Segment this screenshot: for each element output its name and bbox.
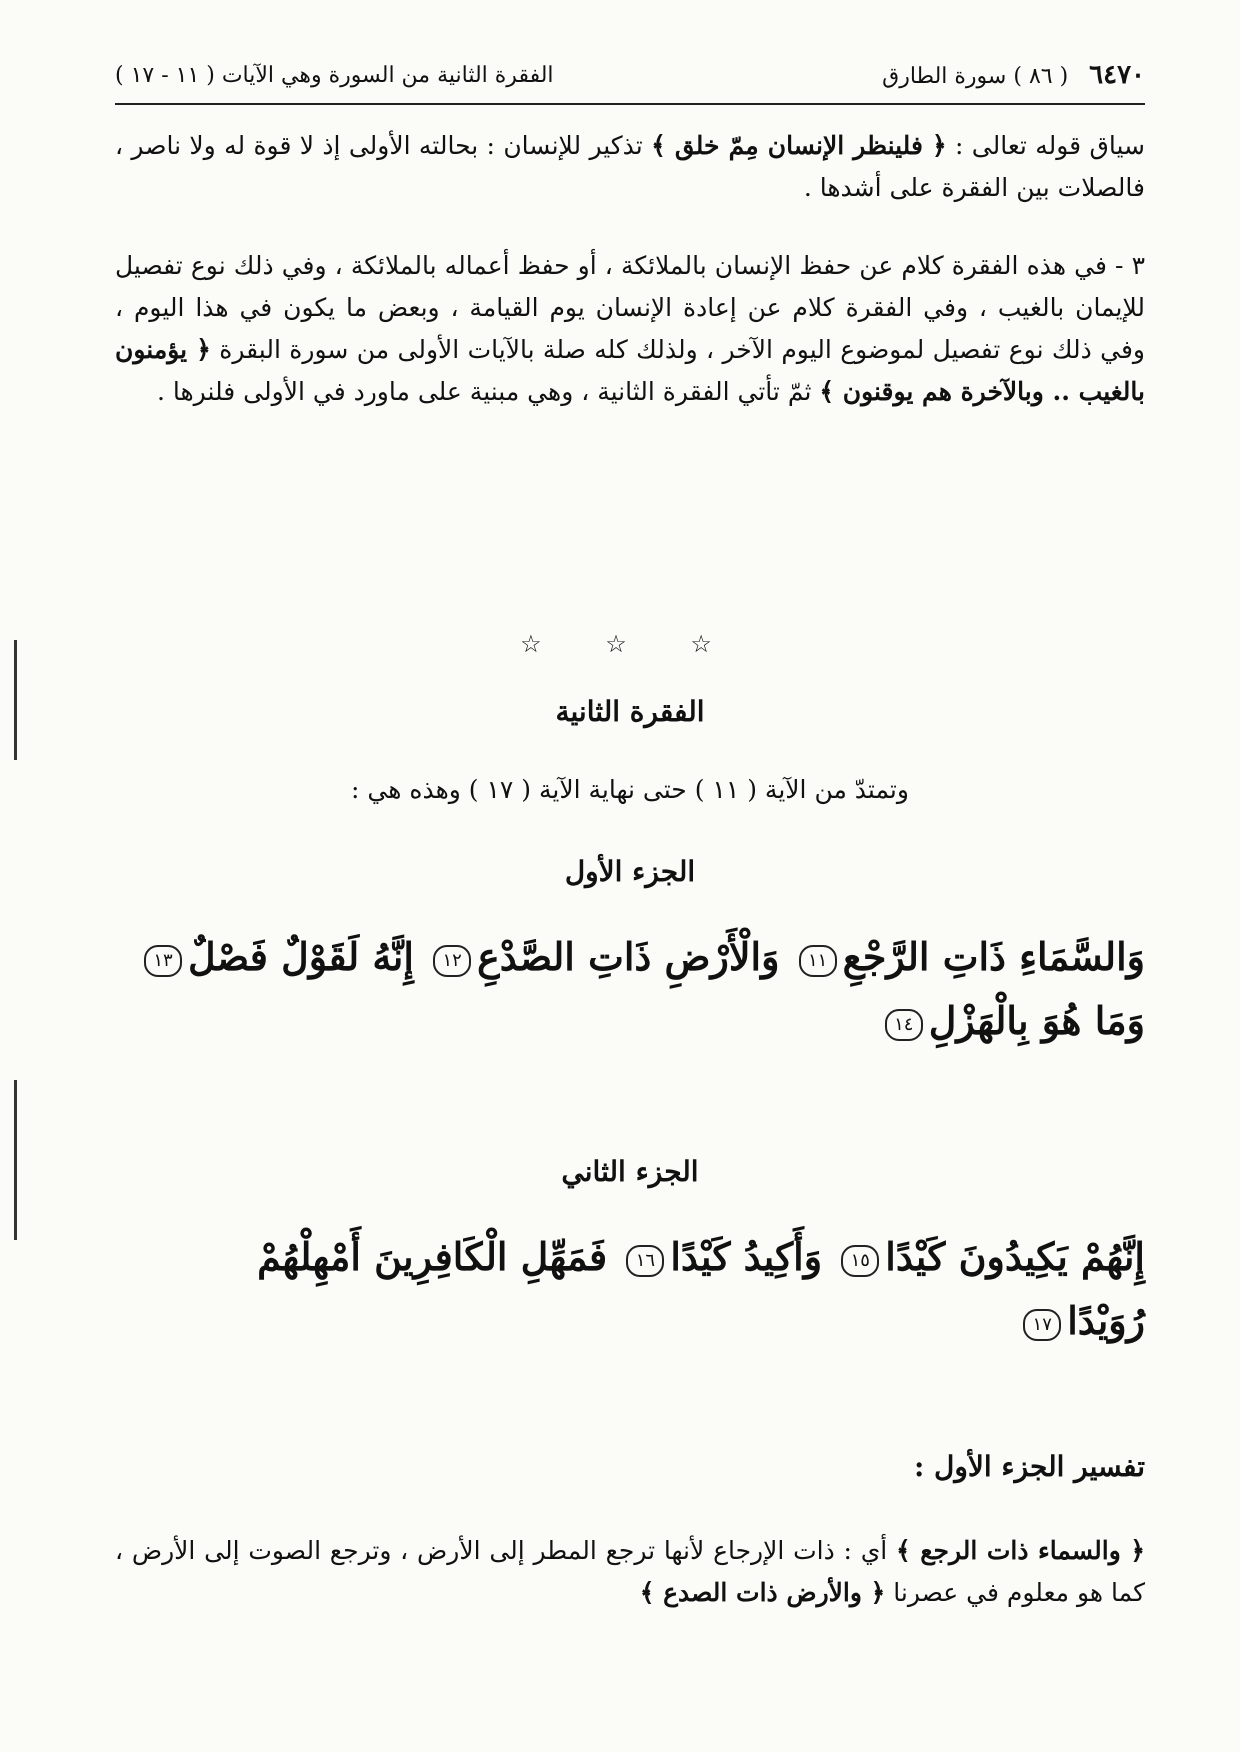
scan-edge-mark <box>14 1080 17 1240</box>
intro-text: سياق قوله تعالى : <box>946 131 1145 160</box>
section-range: الفقرة الثانية من السورة وهي الآيات ( ١١ - ١٧ ) <box>115 62 554 88</box>
ayah-number-marker: ١١ <box>799 945 837 977</box>
part2-title: الجزء الثاني <box>561 1155 699 1188</box>
ayah-number-marker: ١٧ <box>1023 1309 1061 1341</box>
page-number: ٦٤٧٠ <box>1089 60 1145 90</box>
quoted-verse: ﴿ يؤمنون بالغيب .. وبالآخرة هم يوقنون ﴾ <box>115 335 1145 406</box>
part2-verses <box>115 1225 1145 1353</box>
intro-text: ثمّ تأتي الفقرة الثانية ، وهي مبنية على ماورد في الأولى فلنرها . <box>156 377 820 406</box>
book-page <box>115 45 1145 1735</box>
ayah-number-marker: ١٤ <box>885 1009 923 1041</box>
quoted-verse: ﴿ والأرض ذات الصدع ﴾ <box>639 1578 886 1607</box>
verse-text: فَمَهِّلِ الْكَافِرِينَ أَمْهِلْهُمْ <box>257 1234 608 1279</box>
ayah-number-marker: ١٥ <box>841 1245 879 1277</box>
verse-text: وَمَا هُوَ بِالْهَزْلِ <box>928 998 1145 1043</box>
tafsir-text: أي : ذات الإرجاع لأنها ترجع المطر إلى الأرض ، وترجع الصوت إلى الأرض ، كما هو معلوم في عصرنا <box>115 1536 1145 1607</box>
quoted-verse: ﴿ والسماء ذات الرجع ﴾ <box>896 1536 1145 1565</box>
verse-text: وَالْأَرْضِ ذَاتِ الصَّدْعِ <box>477 934 780 979</box>
ayah-number-marker: ١٢ <box>433 945 471 977</box>
verse-text: إِنَّهُ لَقَوْلٌ فَصْلٌ <box>187 934 414 979</box>
intro-text: ٣ - في هذه الفقرة كلام عن حفظ الإنسان بالملائكة ، أو حفظ أعماله بالملائكة ، وفي ذلك نوع تفصيل للإيمان بالغيب ، وفي الفقرة كلام عن إعادة الإنسان يوم القيامة ، وبعض ما يكون في هذا اليوم ، وفي ذلك نوع تفصيل لموضوع اليوم الآخر ، ولذلك كله صلة بالآيات الأولى من سورة البقرة <box>115 251 1146 364</box>
running-header <box>115 55 1145 95</box>
verse-text: إِنَّهُمْ يَكِيدُونَ كَيْدًا <box>885 1234 1145 1279</box>
verse-text: رُوَيْدًا <box>1067 1298 1145 1343</box>
header-rule <box>115 103 1145 105</box>
intro-paragraph-1 <box>115 125 1145 209</box>
tafsir-paragraph <box>115 1530 1145 1614</box>
header-right <box>882 60 1145 90</box>
section-title: الفقرة الثانية <box>555 695 705 728</box>
ayah-number-marker: ١٣ <box>144 945 182 977</box>
intro-paragraph-2 <box>115 245 1145 413</box>
quoted-verse: ﴿ فلينظر الإنسان مِمّ خلق ﴾ <box>651 131 947 160</box>
ayah-number-marker: ١٦ <box>626 1245 664 1277</box>
intro-text: تذكير للإنسان : بحالته الأولى إذ لا قوة له ولا ناصر ، فالصلات بين الفقرة على أشدها . <box>115 131 1145 202</box>
part1-verses <box>115 925 1145 1053</box>
part1-title: الجزء الأول <box>564 855 696 888</box>
verse-text: وَالسَّمَاءِ ذَاتِ الرَّجْعِ <box>842 934 1145 979</box>
verse-text: وَأَكِيدُ كَيْدًا <box>670 1234 823 1279</box>
range-line: وتمتدّ من الآية ( ١١ ) حتى نهاية الآية ( ١٧ ) وهذه هي : <box>351 775 909 804</box>
tafsir-heading: تفسير الجزء الأول : <box>913 1450 1145 1483</box>
surah-name: ( ٨٦ ) سورة الطارق <box>882 64 1069 89</box>
scan-edge-mark <box>14 640 17 760</box>
section-divider-stars: ☆ ☆ ☆ <box>520 630 740 658</box>
